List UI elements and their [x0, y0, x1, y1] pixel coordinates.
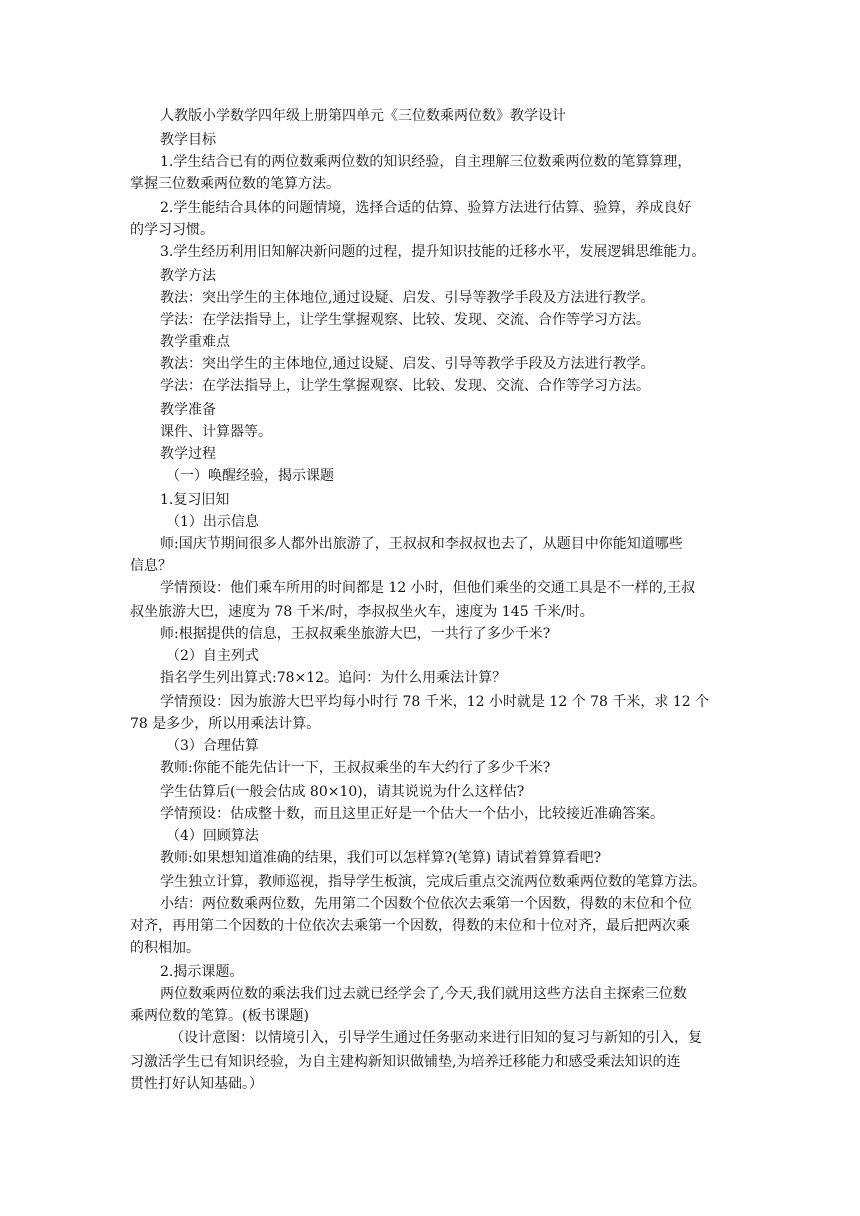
subsection-heading: 2.揭示课题。 [160, 964, 244, 980]
paragraph-line: 教师:如果想知道准确的结果，我们可以怎样算?(笔算) 请试着算算看吧? [160, 850, 602, 866]
paragraph-line: 学生独立计算，教师巡视，指导学生板演，完成后重点交流两位数乘两位数的笔算方法。 [160, 874, 706, 890]
paragraph-line: 课件、计算器等。 [160, 424, 272, 440]
paragraph-line: 掌握三位数乘两位数的笔算方法。 [130, 176, 340, 192]
subsection-heading: （2）自主列式 [166, 648, 259, 664]
paragraph-line: 习激活学生已有知识经验，为自主建构新知识做铺垫,为培养迁移能力和感受乘法知识的连 [130, 1054, 681, 1070]
paragraph-line: 学情预设：他们乘车所用的时间都是 12 小时，但他们乘坐的交通工具是不一样的,王叔 [160, 580, 696, 596]
paragraph-line: 叔坐旅游大巴，速度为 78 千米/时，李叔叔坐火车，速度为 145 千米/时。 [130, 604, 594, 620]
paragraph-line: 乘两位数的笔算。(板书课题) [130, 1008, 309, 1024]
paragraph-line: 贯性打好认知基础。） [130, 1076, 263, 1092]
paragraph-line: 学生估算后(一般会估成 80×10)，请其说说为什么这样估? [160, 784, 525, 800]
paragraph-line: 学法：在学法指导上，让学生掌握观察、比较、发现、交流、合作等学习方法。 [160, 312, 650, 328]
paragraph-line: 信息？ [130, 558, 172, 574]
subsection-heading: （3）合理估算 [166, 738, 259, 754]
paragraph-line: 师:国庆节期间很多人都外出旅游了，王叔叔和李叔叔也去了，从题目中你能知道哪些 [160, 536, 683, 552]
paragraph-line: 指名学生列出算式:78×12。追问：为什么用乘法计算？ [160, 670, 507, 686]
paragraph-line: 对齐，再用第二个因数的十位依次去乘第一个因数，得数的末位和十位对齐，最后把两次乘 [130, 918, 690, 934]
section-heading: 教学目标 [160, 132, 216, 148]
paragraph-line: 两位数乘两位数的乘法我们过去就已经学会了,今天,我们就用这些方法自主探索三位数 [160, 986, 687, 1002]
paragraph-line: 师:根据提供的信息，王叔叔乘坐旅游大巴，一共行了多少千米? [160, 626, 551, 642]
paragraph-line: 学情预设：估成整十数，而且这里正好是一个估大一个估小，比较接近准确答案。 [160, 806, 664, 822]
paragraph-line: 教法：突出学生的主体地位,通过设疑、启发、引导等教学手段及方法进行教学。 [160, 356, 655, 372]
paragraph-line: 学情预设：因为旅游大巴平均每小时行 78 千米，12 小时就是 12 个 78 千米，求 12 个 [160, 694, 710, 710]
document-title: 人教版小学数学四年级上册第四单元《三位数乘两位数》教学设计 [160, 108, 566, 124]
section-heading: 教学准备 [160, 402, 216, 418]
section-heading: 教学过程 [160, 446, 216, 462]
paragraph-line: 3.学生经历利用旧知解决新问题的过程，提升知识技能的迁移水平，发展逻辑思维能力。 [160, 244, 706, 260]
paragraph-line: 小结：两位数乘两位数，先用第二个因数个位依次去乘第一个因数，得数的末位和个位 [160, 896, 692, 912]
subsection-heading: （1）出示信息 [166, 514, 259, 530]
section-heading: 教学重难点 [160, 334, 230, 350]
paragraph-line: （设计意图：以情境引入，引导学生通过任务驱动来进行旧知的复习与新知的引入，复 [170, 1030, 702, 1046]
section-heading: 教学方法 [160, 268, 216, 284]
paragraph-line: 教师:你能不能先估计一下，王叔叔乘坐的车大约行了多少千米? [160, 760, 551, 776]
subsection-heading: （一）唤醒经验，揭示课题 [166, 468, 334, 484]
paragraph-line: 2.学生能结合具体的问题情境，选择合适的估算、验算方法进行估算、验算，养成良好 [160, 200, 692, 216]
subsection-heading: 1.复习旧知 [160, 492, 230, 508]
paragraph-line: 的积相加。 [130, 940, 200, 956]
paragraph-line: 1.学生结合已有的两位数乘两位数的知识经验，自主理解三位数乘两位数的笔算算理， [160, 154, 692, 170]
paragraph-line: 的学习习惯。 [130, 222, 214, 238]
paragraph-line: 学法：在学法指导上，让学生掌握观察、比较、发现、交流、合作等学习方法。 [160, 378, 650, 394]
paragraph-line: 教法：突出学生的主体地位,通过设疑、启发、引导等教学手段及方法进行教学。 [160, 290, 655, 306]
subsection-heading: （4）回顾算法 [166, 828, 259, 844]
paragraph-line: 78 是多少，所以用乘法计算。 [130, 716, 321, 732]
